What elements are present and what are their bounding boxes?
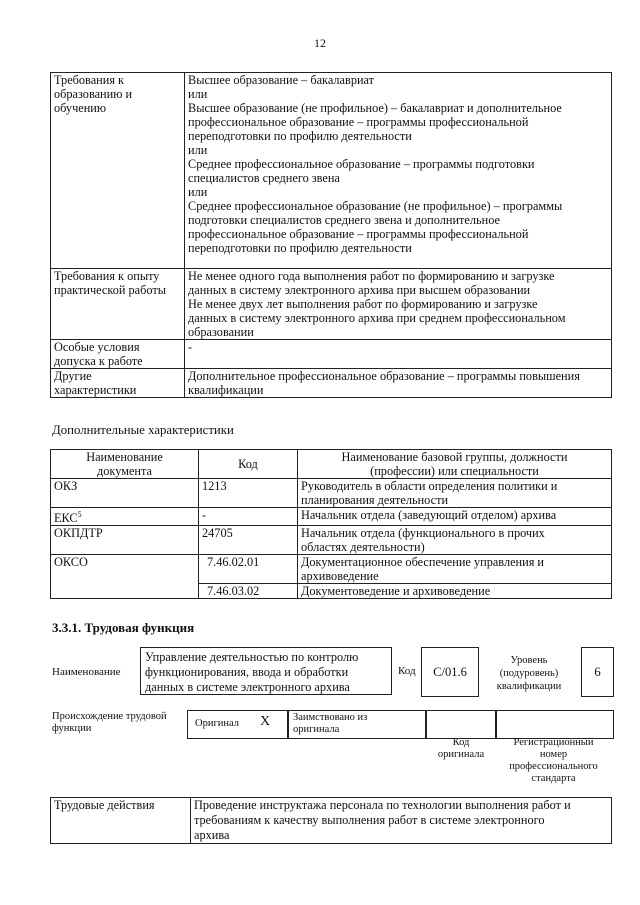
table-row [51,479,612,508]
header-line: Наименование базовой группы, должности [341,450,568,464]
requirement-content [185,369,612,398]
level-line: (подуровень) [499,668,559,679]
requirement-label [51,340,185,369]
content-line: образовании [188,325,254,339]
name-line: данных в системе электронного архива [145,680,350,694]
name-line: Документационное обеспечение управления и [301,555,545,570]
action-line: Проведение инструктажа персонала по технологии выполнения работ и [194,798,571,812]
requirement-label [51,369,185,398]
cell-doc [51,508,199,526]
cell-code: 1213 [199,479,298,508]
table-row [51,798,612,844]
function-name-box [140,647,392,695]
level-line: квалификации [496,681,562,692]
content-line: профессиональное образование – программы профессиональной [188,227,529,241]
additional-table [50,449,612,599]
table-row [51,555,612,584]
cell-name [298,526,612,555]
origin-line: функции [52,723,92,734]
content-line: квалификации [188,383,264,397]
original-label: Оригинал [195,718,239,729]
table-row [51,526,612,555]
caption-line: профессионального [509,761,598,772]
cell-name [298,508,612,526]
content-line: - [188,340,193,354]
content-line: Дополнительное профессиональное образование – программы повышения [188,369,580,383]
header-doc [51,450,199,479]
cell-name [298,479,612,508]
additional-title: Дополнительные характеристики [52,423,234,437]
header-line: документа [97,464,152,478]
caption-line: оригинала [437,749,485,760]
content-line: или [188,87,208,101]
table-row [51,73,612,269]
borrowed-line: Заимствовано из [293,712,368,723]
header-name [298,450,612,479]
action-line: архива [194,828,230,842]
label-line: образованию и [54,87,133,101]
borrowed-cell [287,710,427,739]
caption-line: номер [539,749,568,760]
header-line: Наименование [86,450,163,464]
cell-name [298,584,612,599]
name-label: Наименование [52,666,121,678]
name-line: областях деятельности) [301,540,425,555]
content-line: Высшее образование – бакалавриат [188,73,375,87]
content-line: Не менее двух лет выполнения работ по формированию и загрузке [188,297,538,311]
requirements-table [50,72,612,398]
code-value-box: C/01.6 [421,647,479,697]
level-value-box: 6 [581,647,614,697]
cell-doc: ОКСО [51,555,199,599]
original-mark: X [260,714,271,729]
name-line: функционирования, ввода и обработки [145,665,349,679]
action-line: требованиям к качеству выполнения работ в системе электронного [194,813,545,827]
section-title: 3.3.1. Трудовая функция [52,620,195,635]
name-line: Начальник отдела (функционального в прочих [301,526,545,541]
original-cell [187,710,289,739]
content-line: Не менее одного года выполнения работ по формированию и загрузке [188,269,555,283]
label-line: Особые условия [54,340,140,354]
name-line: архивоведение [301,569,379,584]
label-line: характеристики [54,383,137,397]
cell-doc: ОКЗ [51,479,199,508]
page-number: 12 [314,36,326,50]
content-line: Среднее профессиональное образование (не профильное) – программы [188,199,563,213]
labor-actions-table [50,797,612,844]
doc-text: ЕКС [54,511,78,526]
label-line: допуска к работе [54,354,143,368]
origin-line: Происхождение трудовой [52,711,167,722]
name-line: планирования деятельности [301,493,449,507]
labor-actions-text [191,798,612,844]
name-line: Начальник отдела (заведующий отделом) архива [301,508,557,522]
requirement-content [185,73,612,269]
requirement-content [185,269,612,340]
requirement-label [51,73,185,269]
cell-name [298,555,612,584]
caption-line: Код [452,737,470,748]
label-line: Требования к [54,73,125,87]
content-line: профессиональное образование – программы профессиональной [188,115,529,129]
requirement-content [185,340,612,369]
label-line: обучению [54,101,107,115]
caption-line: стандарта [531,773,576,784]
table-row [51,269,612,340]
table-row [51,340,612,369]
level-line: Уровень [510,655,548,666]
content-line: или [188,185,208,199]
cell-doc: ОКПДТР [51,526,199,555]
table-header-row [51,450,612,479]
reg-number-label [495,737,612,785]
content-line: подготовки специалистов среднего звена и дополнительное [188,213,500,227]
reg-number-cell [495,710,614,739]
code-original-label [425,737,497,761]
name-line: Управление деятельностью по контролю [145,650,359,664]
table-row [51,508,612,526]
borrowed-line: оригинала [293,724,340,735]
content-line: или [188,143,208,157]
level-label [486,654,572,693]
content-line: данных в систему электронного архива при высшем образовании [188,283,531,297]
content-line: переподготовки по профилю деятельности [188,129,412,143]
header-code: Код [199,450,298,479]
content-line: переподготовки по профилю деятельности [188,241,412,255]
requirement-label [51,269,185,340]
name-line: Руководитель в области определения политики и [301,479,558,493]
content-line: Среднее профессиональное образование – программы подготовки [188,157,535,171]
label-line: Другие [54,369,92,383]
header-line: (профессии) или специальности [370,464,539,478]
name-line: Документоведение и архивоведение [301,584,491,599]
code-label: Код [398,665,416,677]
footnote-mark: 5 [77,510,82,519]
code-original-cell [425,710,497,739]
content-line: данных в систему электронного архива при среднем профессиональном [188,311,566,325]
label-line: практической работы [54,283,166,297]
origin-label [52,711,167,735]
table-row [51,369,612,398]
caption-line: Регистрационный [513,737,594,748]
content-line: Высшее образование (не профильное) – бакалавриат и дополнительное [188,101,562,115]
cell-code: 24705 [199,526,298,555]
label-line: Требования к опыту [54,269,160,283]
cell-code: 7.46.02.01 [199,555,298,584]
labor-actions-label: Трудовые действия [51,798,191,844]
cell-code: 7.46.03.02 [199,584,298,599]
content-line: специалистов среднего звена [188,171,340,185]
cell-code: - [199,508,298,526]
